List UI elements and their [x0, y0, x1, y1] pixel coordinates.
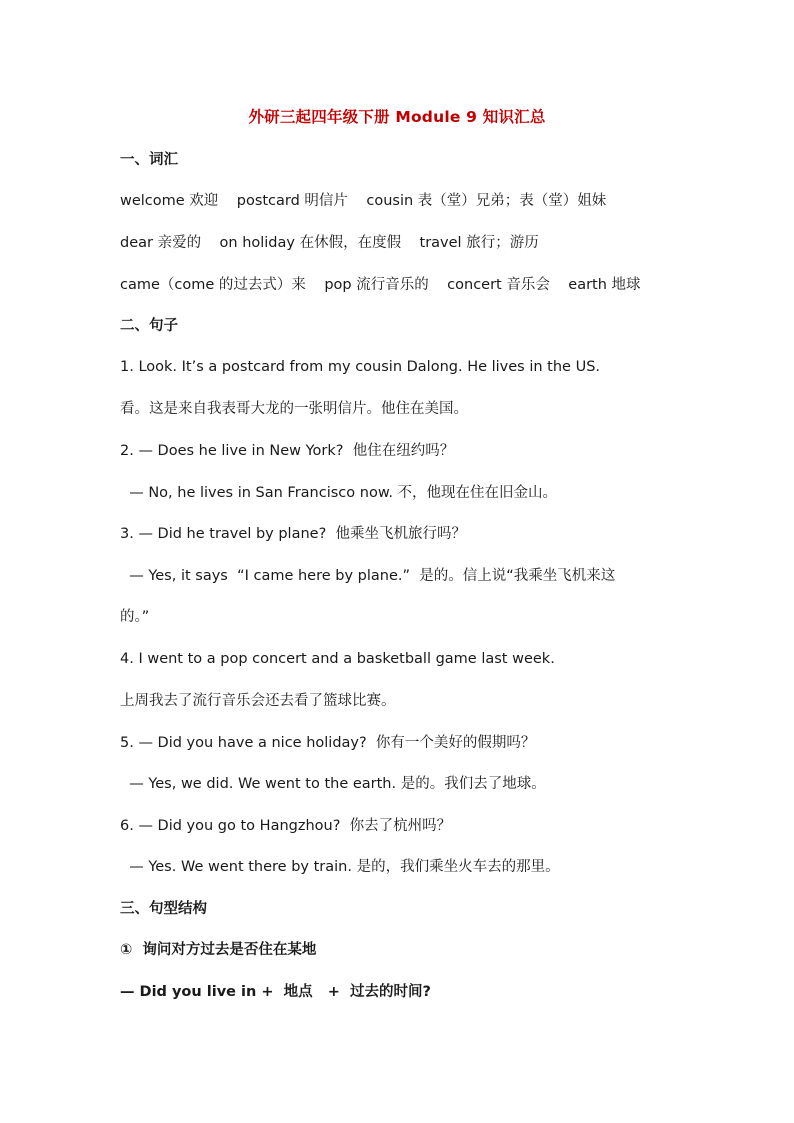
- sentence-line: 1. Look. It’s a postcard from my cousin Dalong. He lives in the US.: [120, 359, 601, 375]
- vocab-line: came（come 的过去式）来 pop 流行音乐的 concert 音乐会 earth 地球: [120, 277, 641, 293]
- section-heading-sentences: 二、句子: [120, 318, 178, 334]
- sentence-line: 看。这是来自我表哥大龙的一张明信片。他住在美国。: [120, 401, 468, 417]
- sentence-line: 上周我去了流行音乐会还去看了篮球比赛。: [120, 693, 396, 709]
- document-title: 外研三起四年级下册 Module 9 知识汇总: [248, 108, 546, 126]
- sentence-line: 6. — Did you go to Hangzhou? 你去了杭州吗？: [120, 818, 452, 834]
- sentence-line: 5. — Did you have a nice holiday? 你有一个美好的假期吗？: [120, 735, 536, 751]
- vocab-line: dear 亲爱的 on holiday 在休假，在度假 travel 旅行；游历: [120, 235, 539, 251]
- pattern-structure: — Did you live in + 地点 + 过去的时间?: [120, 984, 431, 1000]
- sentence-line: — Yes. We went there by train. 是的，我们乘坐火车去的那里。: [120, 859, 560, 875]
- section-heading-vocabulary: 一、词汇: [120, 152, 178, 168]
- sentence-line: 3. — Did he travel by plane? 他乘坐飞机旅行吗？: [120, 526, 466, 542]
- sentence-line: 2. — Does he live in New York? 他住在纽约吗？: [120, 443, 455, 459]
- sentence-line: 的。”: [120, 609, 150, 625]
- sentence-line: — No, he lives in San Francisco now. 不，他现在住在旧金山。: [120, 485, 558, 501]
- sentence-line: — Yes, we did. We went to the earth. 是的。我们去了地球。: [120, 776, 546, 792]
- vocab-line: welcome 欢迎 postcard 明信片 cousin 表（堂）兄弟；表（堂）姐妹: [120, 193, 607, 209]
- sentence-line: — Yes, it says “I came here by plane.” 是的。信上说“我乘坐飞机来这: [120, 568, 616, 584]
- section-heading-patterns: 三、句型结构: [120, 901, 207, 917]
- pattern-item-title: ① 询问对方过去是否住在某地: [120, 942, 317, 958]
- sentence-line: 4. I went to a pop concert and a basketball game last week.: [120, 651, 555, 667]
